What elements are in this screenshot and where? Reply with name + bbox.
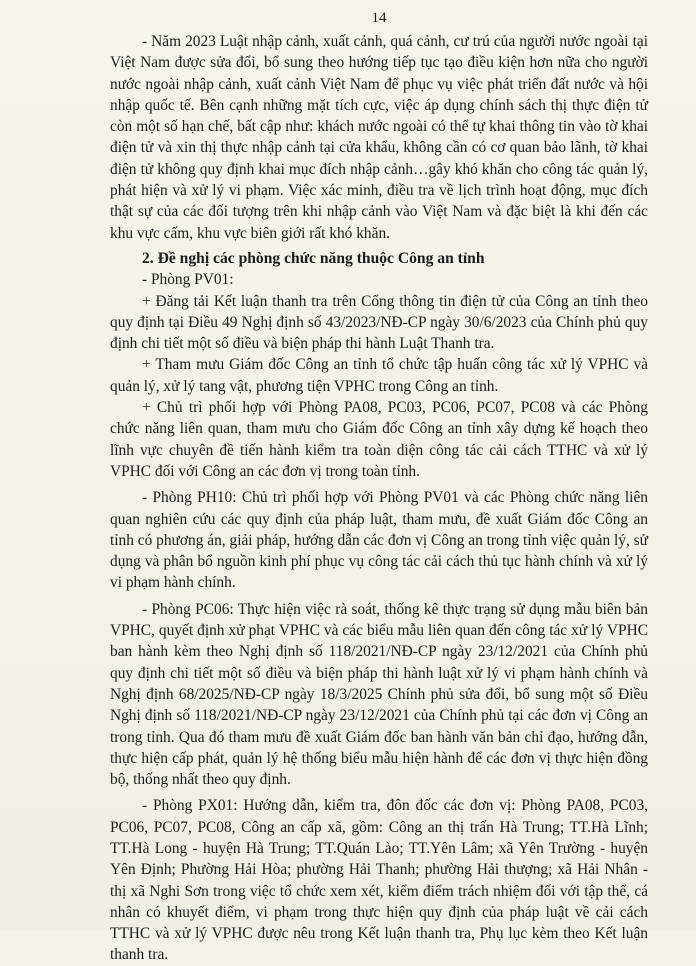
pv01-item-publish: + Đăng tải Kết luận thanh tra trên Cổng thông tin điện tử của Công an tỉnh theo quy định tại Điều 49 Nghị định số 43/2023/NĐ-CP ngày 30/6/2023 của Chính phủ quy định chi tiết một số điều và biện pháp thi hành Luật Thanh tra. bbox=[110, 292, 648, 353]
pv01-item-training: + Tham mưu Giám đốc Công an tỉnh tổ chức tập huấn công tác xử lý VPHC và quản lý, xử lý tang vật, phương tiện VPHC trong Công an tỉnh. bbox=[110, 356, 648, 395]
px01-paragraph: - Phòng PX01: Hướng dẫn, kiểm tra, đôn đốc các đơn vị: Phòng PA08, PC03, PC06, PC07, PC08, Công an cấp xã, gồm: Công an thị trấn Hà Trung; TT.Hà Lĩnh; TT.Hà Long - huyện Hà Trung; TT.Quán Lào; TT.Yên Lâm; xã Yên Trường - huyện Yên Định; Phường Hải Hòa; phường Hải Thanh; phường Hải thượng; xã Hải Nhân - thị xã Nghi Sơn trong việc tổ chức xem xét, kiểm điểm trách nhiệm đối với tập thể, cá nhân có khuyết điểm, vi phạm trong thực hiện quy định của pháp luật về cải cách TTHC và xử lý VPHC được nêu trong Kết luận thanh tra, Phụ lục kèm theo Kết luận thanh tra. bbox=[110, 797, 648, 964]
paragraph-immigration-law: - Năm 2023 Luật nhập cảnh, xuất cảnh, quá cảnh, cư trú của người nước ngoài tại Việt Nam được sửa đổi, bổ sung theo hướng tiếp tục tạo điều kiện hơn nữa cho người nước ngoài nhập cảnh, xuất cảnh Việt Nam để phục vụ việc phát triển đất nước và hội nhập quốc tế. Bên cạnh những mặt tích cực, việc áp dụng chính sách thị thực điện tử còn một số hạn chế, bất cập như: khách nước ngoài có thể tự khai thông tin vào tờ khai điện tử và xin thị thực nhập cảnh tại cửa khẩu, không cần có cơ quan bảo lãnh, tờ khai điện tử không quy định khai mục đích nhập cảnh…gây khó khăn cho công tác quản lý, phát hiện và xử lý vi phạm. Việc xác minh, điều tra về lịch trình hoạt động, mục đích thật sự của các đối tượng trên khi nhập cảnh vào Việt Nam và đặc biệt là khi đến các khu vực cấm, khu vực biên giới rất khó khăn. bbox=[110, 33, 648, 242]
ph10-paragraph: - Phòng PH10: Chủ trì phối hợp với Phòng PV01 và các Phòng chức năng liên quan nghiên cứu các quy định của pháp luật, tham mưu, đề xuất Giám đốc Công an tỉnh có phương án, giải pháp, hướng dẫn các đơn vị Công an trong tỉnh việc quản lý, sử dụng và phân bổ nguồn kinh phí phục vụ công tác cải cách thủ tục hành chính và xử lý vi phạm hành chính. bbox=[110, 489, 648, 592]
pc06-paragraph: - Phòng PC06: Thực hiện việc rà soát, thống kê thực trạng sử dụng mẫu biên bản VPHC, quyết định xử phạt VPHC và các biểu mẫu liên quan đến công tác xử lý VPHC ban hành kèm theo Nghị định số 118/2021/NĐ-CP ngày 23/12/2021 của Chính phủ quy định chi tiết một số điều và biện pháp thi hành luật xử lý vi phạm hành chính và Nghị định 68/2025/NĐ-CP ngày 18/3/2025 Chính phủ sửa đổi, bổ sung một số Điều Nghị định số 118/2021/NĐ-CP ngày 23/12/2021 của Chính phủ tại các đơn vị Công an trong tỉnh. Qua đó tham mưu đề xuất Giám đốc ban hành văn bản chỉ đạo, hướng dẫn, thực hiện cấp phát, quản lý hệ thống biểu mẫu hiện hành để các đơn vị thực hiện đồng bộ, thống nhất theo quy định. bbox=[110, 600, 648, 789]
pv01-label: - Phòng PV01: bbox=[142, 271, 234, 289]
page-number: 14 bbox=[371, 10, 387, 26]
pv01-item-coordination: + Chủ trì phối hợp với Phòng PA08, PC03, PC06, PC07, PC08 và các Phòng chức năng liên quan, tham mưu cho Giám đốc Công an tỉnh xây dựng kế hoạch theo lĩnh vực chuyên đề tiến hành kiểm tra toàn diện công tác cải cách TTHC và xử lý VPHC đối với Công an các đơn vị trong toàn tỉnh. bbox=[110, 399, 648, 480]
section-heading: 2. Đề nghị các phòng chức năng thuộc Công an tỉnh bbox=[142, 249, 485, 267]
